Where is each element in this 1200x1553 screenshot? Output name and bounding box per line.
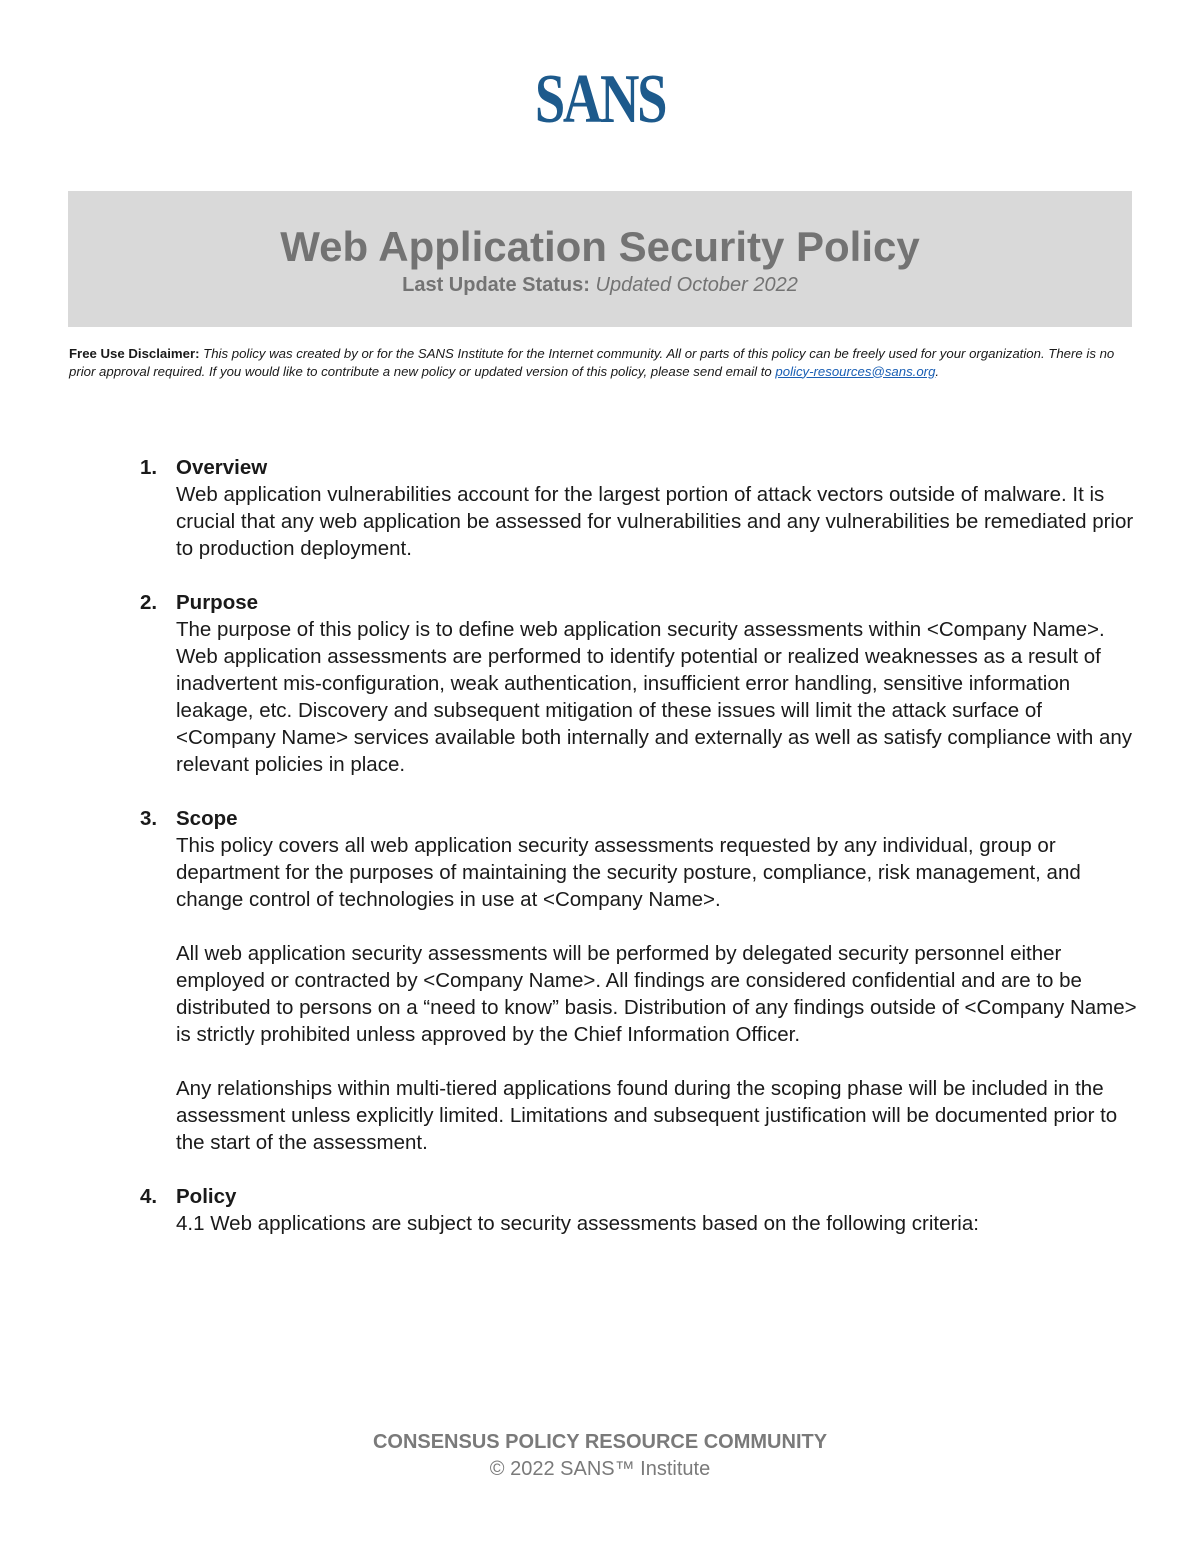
update-status-value: Updated October 2022 [595,274,798,296]
footer-copyright: © 2022 SANS™ Institute [489,1458,711,1480]
section-scope [140,805,1140,1156]
section-paragraph: Any relationships within multi-tiered applications found during the scoping phase will be included in the assessment unless explicitly limited. Limitations and subsequent justification will be documented prior to the start of the assessment. [176,1077,1118,1154]
sans-logo: SANS [534,61,666,138]
section-number: 4. [140,1185,158,1208]
disclaimer-text: This policy was created by or for the SANS Institute for the Internet community. All or parts of this policy can be freely used for your organization. There is no prior approval required. If you would like to contribute a new policy or updated version of this policy, please send email to [69,346,1115,379]
section-overview [140,454,1140,562]
section-number: 1. [140,456,158,479]
section-number: 2. [140,591,158,614]
update-status [68,273,1132,297]
section-heading: Purpose [176,591,259,614]
section-number: 3. [140,807,158,830]
section-heading: Overview [176,456,268,479]
section-paragraph: This policy covers all web application security assessments requested by any individual, group or department for the purposes of maintaining the security posture, compliance, risk management, and change control of technologies in use at <Company Name>. [176,834,1081,911]
page-title: Web Application Security Policy [280,223,920,270]
section-heading: Policy [176,1185,237,1208]
section-heading: Scope [176,807,238,830]
policy-sections [140,454,1140,1264]
update-status-label: Last Update Status: [402,274,590,296]
disclaimer-end: . [935,363,940,379]
section-paragraph: The purpose of this policy is to define web application security assessments within <Company Name>. Web application assessments are performed to identify potential or realized weaknesses as a result of inadvertent mis-configuration, weak authentication, insufficient error handling, sensitive information leakage, etc. Discovery and subsequent mitigation of these issues will limit the attack surface of <Company Name> services available both internally and externally as well as satisfy compliance with any relevant policies in place. [176,618,1132,776]
page-footer [0,1429,1200,1483]
disclaimer-email-link[interactable]: policy-resources@sans.org [775,363,936,379]
section-paragraph: All web application security assessments will be performed by delegated security personnel either employed or contracted by <Company Name>. All findings are considered confidential and are to be distributed to persons on a “need to know” basis. Distribution of any findings outside of <Company Name> is strictly prohibited unless approved by the Chief Information Officer. [176,942,1137,1046]
section-purpose [140,589,1140,778]
section-paragraph: Web application vulnerabilities account for the largest portion of attack vectors outside of malware. It is crucial that any web application be assessed for vulnerabilities and any vulnerabilities be remediated prior to production deployment. [176,483,1134,560]
disclaimer-label: Free Use Disclaimer: [69,346,200,361]
title-banner [68,191,1132,327]
section-paragraph: 4.1 Web applications are subject to security assessments based on the following criteria: [176,1212,979,1235]
section-policy [140,1183,1140,1237]
footer-community: CONSENSUS POLICY RESOURCE COMMUNITY [372,1431,828,1453]
free-use-disclaimer [69,345,1133,380]
